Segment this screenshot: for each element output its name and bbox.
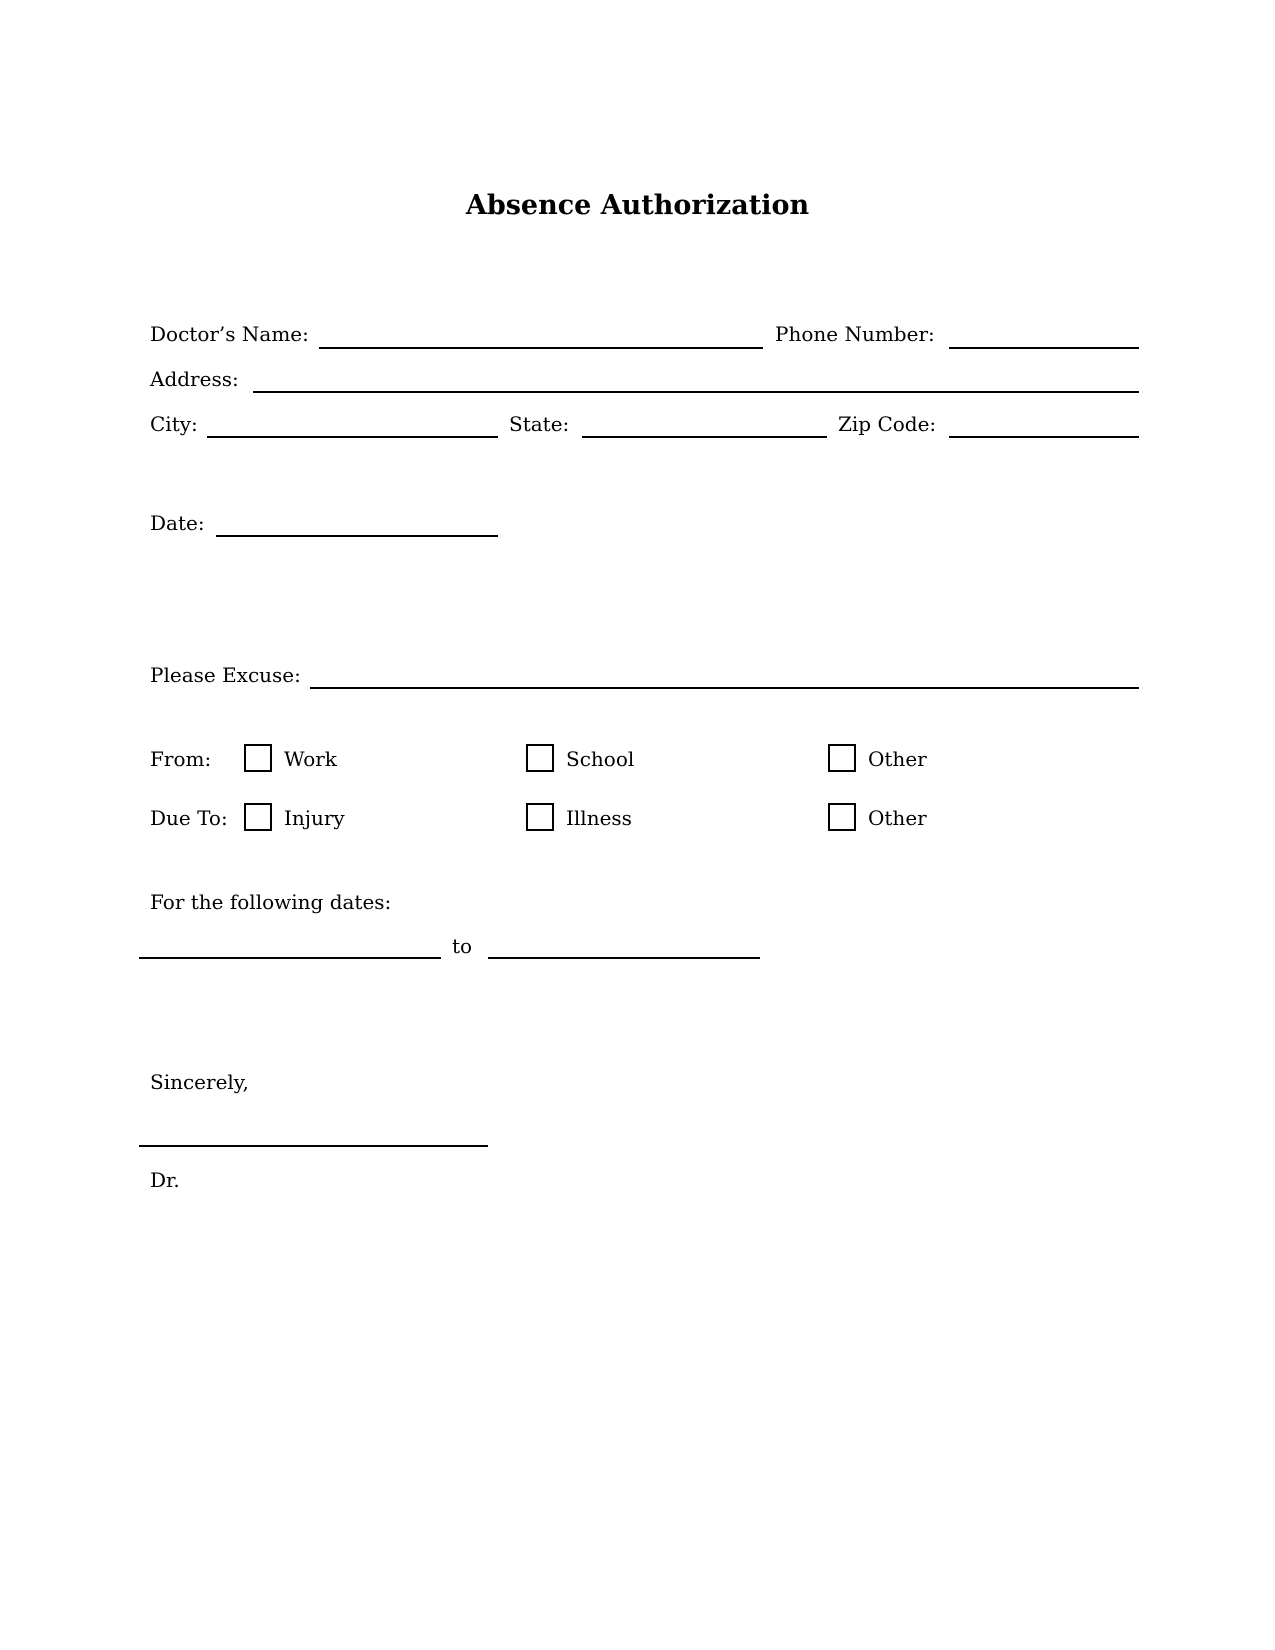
state-field[interactable] xyxy=(582,436,827,438)
city-field[interactable] xyxy=(207,436,498,438)
doctor-name-label: Doctor’s Name: xyxy=(150,322,309,346)
date-to-field[interactable] xyxy=(488,957,760,959)
phone-number-field[interactable] xyxy=(949,347,1139,349)
from-work-checkbox[interactable] xyxy=(244,744,272,772)
date-label: Date: xyxy=(150,511,205,535)
signature-field[interactable] xyxy=(139,1145,488,1147)
due-to-label: Due To: xyxy=(150,806,228,830)
from-school-label: School xyxy=(566,747,635,771)
doctor-title-text: Dr. xyxy=(150,1168,180,1192)
address-field[interactable] xyxy=(253,391,1139,393)
zip-code-field[interactable] xyxy=(949,436,1139,438)
due-to-other-checkbox[interactable] xyxy=(828,803,856,831)
from-other-label: Other xyxy=(868,747,927,771)
due-to-illness-checkbox[interactable] xyxy=(526,803,554,831)
following-dates-label: For the following dates: xyxy=(150,890,392,914)
zip-code-label: Zip Code: xyxy=(838,412,937,436)
state-label: State: xyxy=(509,412,570,436)
due-to-illness-label: Illness xyxy=(566,806,632,830)
from-label: From: xyxy=(150,747,212,771)
due-to-injury-checkbox[interactable] xyxy=(244,803,272,831)
date-from-field[interactable] xyxy=(139,957,441,959)
doctor-name-field[interactable] xyxy=(319,347,763,349)
please-excuse-label: Please Excuse: xyxy=(150,663,301,687)
from-school-checkbox[interactable] xyxy=(526,744,554,772)
date-field[interactable] xyxy=(216,535,498,537)
due-to-other-label: Other xyxy=(868,806,927,830)
date-range-separator: to xyxy=(452,934,473,958)
due-to-injury-label: Injury xyxy=(284,806,345,830)
please-excuse-field[interactable] xyxy=(310,687,1139,689)
from-work-label: Work xyxy=(284,747,337,771)
from-other-checkbox[interactable] xyxy=(828,744,856,772)
city-label: City: xyxy=(150,412,198,436)
phone-number-label: Phone Number: xyxy=(775,322,935,346)
address-label: Address: xyxy=(150,367,239,391)
page-title: Absence Authorization xyxy=(465,190,810,221)
sincerely-text: Sincerely, xyxy=(150,1070,249,1094)
